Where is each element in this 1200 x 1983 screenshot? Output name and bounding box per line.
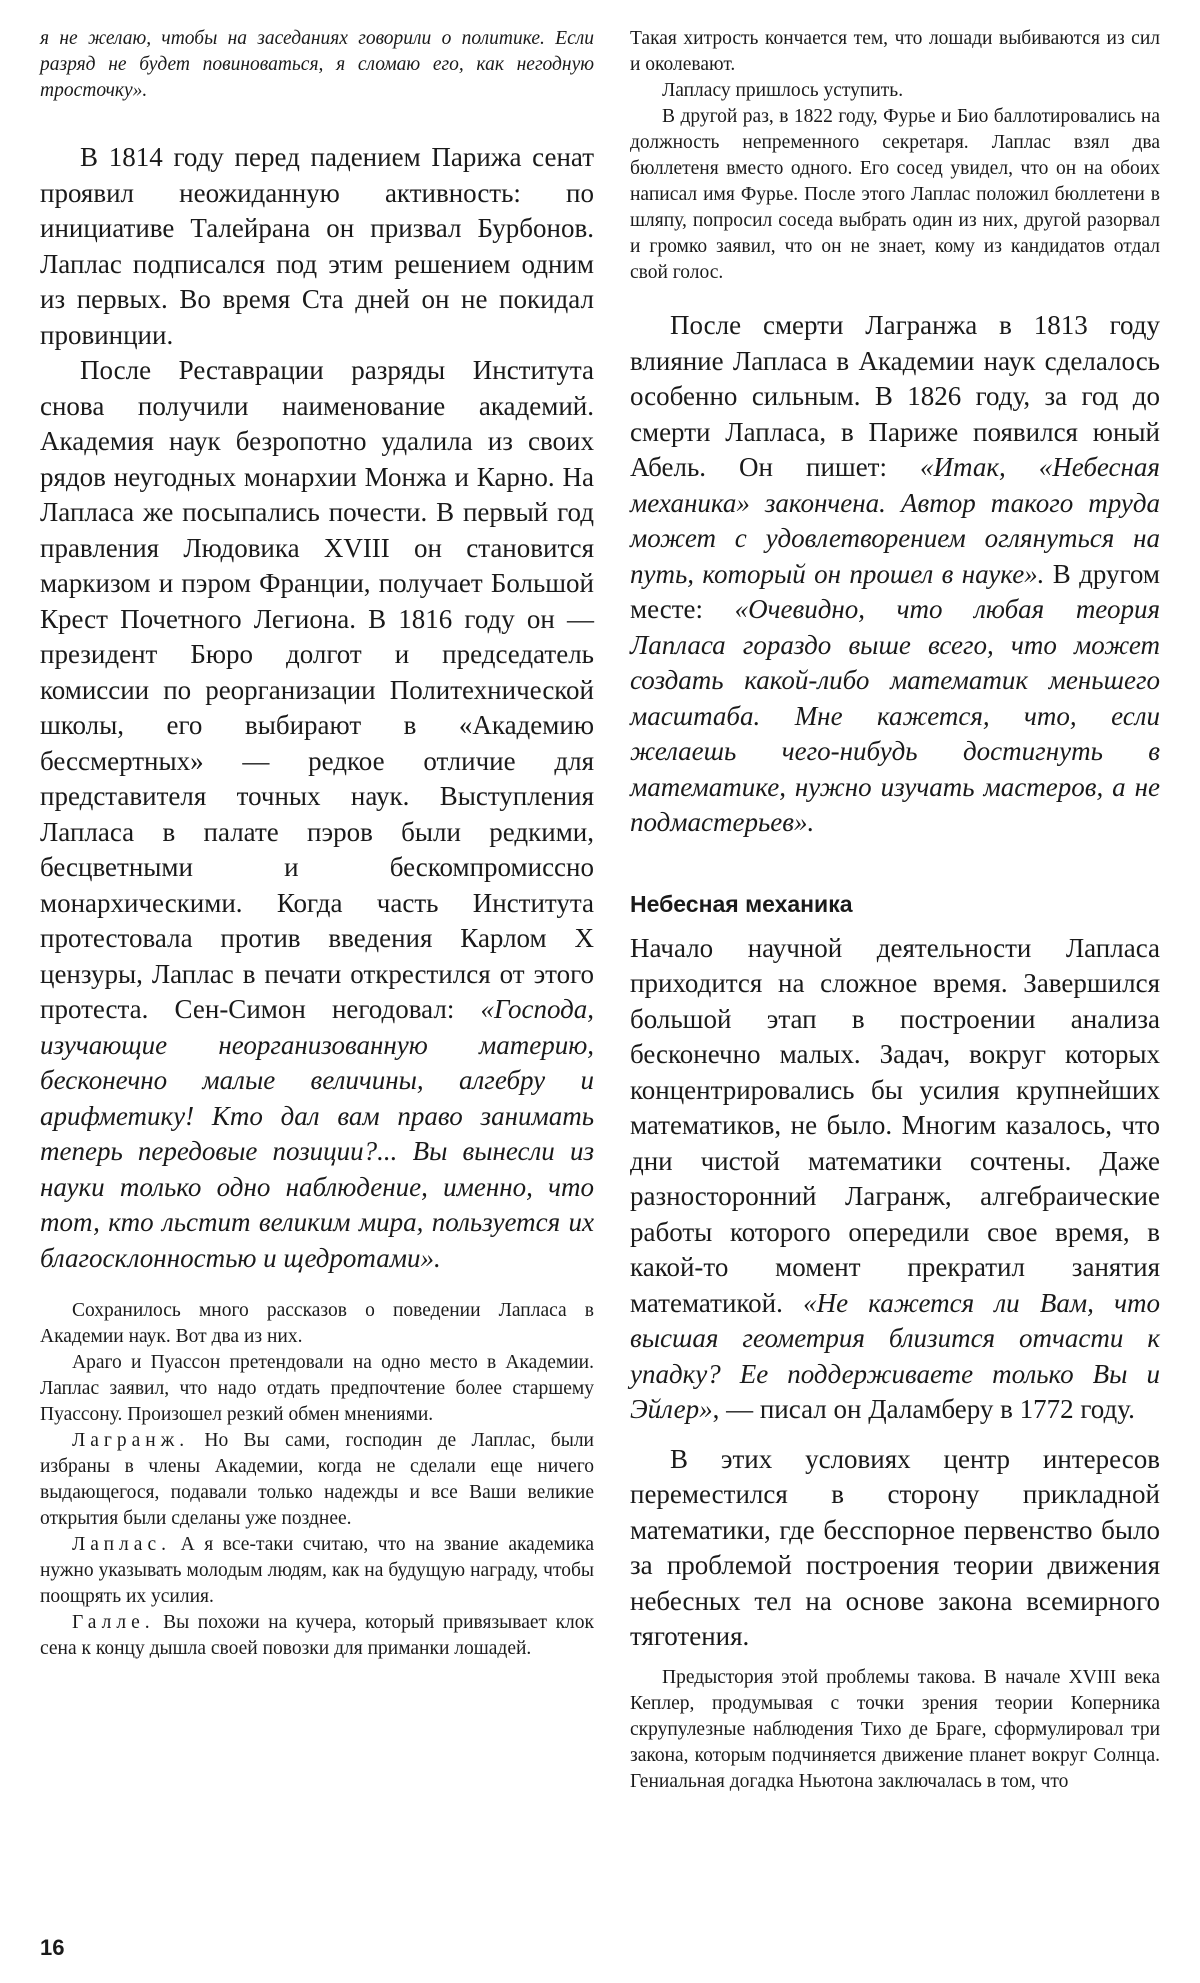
restoration-text: После Реставрации разряды Института снова получили наименование академий. Академия наук безропотно удалила из своих рядов неугодных монархии Монжа и Карно. На Лапласа же посыпались почести. В первый год правления Людовика XVIII он становится маркизом и пэром Франции, получает Большой Крест Почетного Легиона. В 1816 году он — президент Бюро долгот и председатель комиссии по реорганизации Политехнической школы, его выбирают в «Академию бессмертных» — редкое отличие для представителя точных наук. Выступления Лапласа в палате пэров были редкими, бесцветными и бескомпромиссно монархическими. Когда часть Института протестовала против введения Карлом X цензуры, Лаплас в печати открестился от этого протеста. Сен-Симон негодовал: xyxy=(40,355,594,1024)
speaker-laplace: Лаплас. xyxy=(72,1534,171,1555)
paragraph-horses: Такая хитрость кончается тем, что лошади выбиваются из сил и околевают. xyxy=(630,28,1160,75)
lagrange-line: Но Вы сами, господин де Лаплас, были избраны в члены Академии, когда не сделали еще ничего выдающегося, подавали только надежды и все Ваши великие открытия были сделаны уже позднее. xyxy=(40,1430,594,1529)
paragraph-1814: В 1814 году перед падением Парижа сенат проявил неожиданную активность: по инициативе Талейрана он призвал Бурбонов. Лаплас подписался под этим решением одним из первых. Во время Ста дней он не покидал провинции. xyxy=(40,142,594,350)
paragraph-applied-math: В этих условиях центр интересов переместился в сторону прикладной математики, где бесспорное первенство было за проблемой построения теории движения небесных тел на основе закона всемирного тяготения. xyxy=(630,1443,1160,1651)
left-column xyxy=(40,26,594,1662)
right-column xyxy=(630,26,1160,1795)
paragraph-1822: В другой раз, в 1822 году, Фурье и Био баллотировались на должность непременного секретаря. Лаплас взял два бюллетеня вместо одного. Его сосед увидел, что он на обоих написал имя Фурье. После этого Лаплас положил бюллетени в шляпу, попросил соседа выбрать один из них, другой разорвал и громко заявил, что он не знает, кому из кандидатов отдал свой голос. xyxy=(630,106,1160,283)
abel-quote-1: «Итак, «Небесная механика» закончена. Автор такого труда может с удовлетворением оглянуться на путь, который он прошел в науке». xyxy=(630,452,1160,589)
abel-text-a: После смерти Лагранжа в 1813 году влияние Лапласа в Академии наук сделалось особенно сильным. В 1826 году, за год до смерти Лапласа, в Париже появился юный Абель. Он пишет: xyxy=(630,310,1160,482)
paragraph-celestial-mechanics xyxy=(630,931,1160,1428)
paragraph-abel xyxy=(630,308,1160,841)
abel-text-b: В другом месте: xyxy=(630,558,1160,624)
page-number: 16 xyxy=(40,1935,65,1960)
dialogue-laplace xyxy=(40,1532,594,1610)
mech-text-a: Начало научной деятельности Лапласа приходится на сложное время. Завершился большой этап в построении анализа бесконечно малых. Задач, вокруг которых концентрировались бы усилия крупнейших математиков, не было. Многим казалось, что дни чистой математики сочтены. Даже разносторонний Лагранж, алгебраические работы которого опередили свое время, в какой-то момент прекратил занятия математикой. xyxy=(630,932,1160,1318)
paragraph-stories: Сохранилось много рассказов о поведении Лапласа в Академии наук. Вот два из них. xyxy=(40,1300,594,1347)
epigraph-quote: я не желаю, чтобы на заседаниях говорили о политике. Если разряд не будет повиноваться, я сломаю его, как негодную тросточку». xyxy=(40,28,594,101)
paragraph-laplace-yield: Лапласу пришлось уступить. xyxy=(662,80,904,101)
dialogue-lagrange xyxy=(40,1428,594,1532)
mech-text-b: , — писал он Даламберу в 1772 году. xyxy=(712,1394,1135,1424)
saint-simon-quote: «Господа, изучающие неорганизованную материю, бесконечно малые величины, алгебру и арифметику! Кто дал вам право занимать теперь передовые позиции?... Вы вынесли из науки только одно наблюдение, именно, что тот, кто льстит великим мира, пользуется их благосклонностью и щедротами». xyxy=(40,994,594,1273)
galle-line: Вы похожи на кучера, который привязывает клок сена к концу дышла своей повозки для приманки лошадей. xyxy=(40,1612,594,1659)
paragraph-arago-poisson: Араго и Пуассон претендовали на одно место в Академии. Лаплас заявил, что надо отдать предпочтение более старшему Пуассону. Произошел резкий обмен мнениями. xyxy=(40,1352,594,1425)
speaker-lagrange: Лагранж. xyxy=(72,1430,190,1451)
paragraph-prehistory: Предыстория этой проблемы такова. В начале XVIII века Кеплер, продумывая с точки зрения теории Коперника скрупулезные наблюдения Тихо де Браге, сформулировал три закона, которым подчиняется движение планет вокруг Солнца. Гениальная догадка Ньютона заключалась в том, что xyxy=(630,1666,1160,1792)
section-heading: Небесная механика xyxy=(630,890,853,917)
dialogue-galle xyxy=(40,1610,594,1662)
abel-quote-2: «Очевидно, что любая теория Лапласа гораздо выше всего, что может создать какой-либо математик меньшего масштаба. Мне кажется, что, если желаешь чего-нибудь достигнуть в математике, нужно изучать мастеров, а не подмастерьев». xyxy=(630,594,1160,837)
lagrange-quote: «Не кажется ли Вам, что высшая геометрия близится отчасти к упадку? Ее поддерживаете только Вы и Эйлер» xyxy=(630,1287,1160,1424)
paragraph-restoration xyxy=(40,353,594,1276)
speaker-galle: Галле. xyxy=(72,1612,155,1633)
laplace-line: А я все-таки считаю, что на звание академика нужно указывать молодым людям, как на будущую награду, чтобы поощрять их усилия. xyxy=(40,1534,594,1607)
